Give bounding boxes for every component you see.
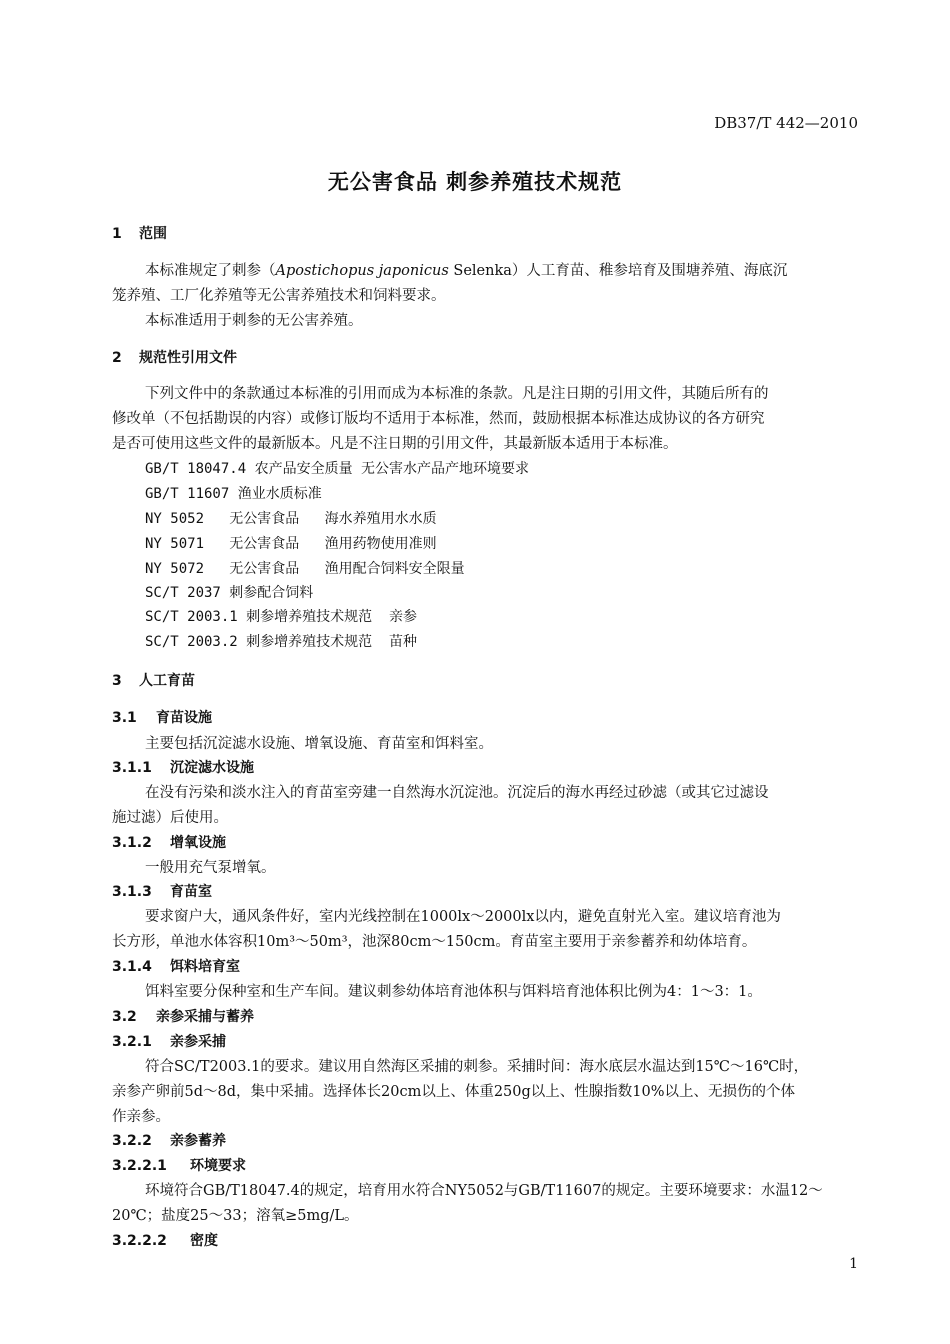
paragraph: 在没有污染和淡水注入的育苗室旁建一自然海水沉淀池。沉淀后的海水再经过砂滤（或其它过滤设 xyxy=(145,785,769,801)
section-3-heading xyxy=(112,670,195,690)
reference-item: SC/T 2003.1 刺参增养殖技术规范 亲参 xyxy=(145,609,418,625)
subsection-heading xyxy=(112,1230,218,1250)
section-title: 人工育苗 xyxy=(139,673,195,689)
section-number: 3.1.1 xyxy=(112,760,152,776)
reference-item: NY 5052 无公害食品 海水养殖用水水质 xyxy=(145,511,437,527)
paragraph: 要求窗户大，通风条件好，室内光线控制在1000lx～2000lx以内，避免直射光入室。建议培育池为 xyxy=(145,909,781,925)
section-number: 3.1 xyxy=(112,710,137,726)
reference-item: GB/T 18047.4 农产品安全质量 无公害水产品产地环境要求 xyxy=(145,461,530,477)
reference-item: GB/T 11607 渔业水质标准 xyxy=(145,486,322,502)
subsection-heading xyxy=(112,707,212,727)
section-2-heading xyxy=(112,347,237,367)
species-name: Apostichopus japonicus xyxy=(275,263,449,279)
reference-item: SC/T 2037 刺参配合饲料 xyxy=(145,585,314,601)
section-number: 3.2.1 xyxy=(112,1034,152,1050)
section-number: 3.1.3 xyxy=(112,884,152,900)
paragraph: 一般用充气泵增氧。 xyxy=(145,860,276,876)
standard-number: DB37/T 442—2010 xyxy=(714,114,858,132)
reference-item: NY 5071 无公害食品 渔用药物使用准则 xyxy=(145,536,437,552)
paragraph: 环境符合GB/T18047.4的规定，培育用水符合NY5052与GB/T11607的规定。主要环境要求：水温12～ xyxy=(145,1183,823,1199)
subsection-heading xyxy=(112,1155,246,1175)
paragraph: 下列文件中的条款通过本标准的引用而成为本标准的条款。凡是注日期的引用文件，其随后所有的 xyxy=(145,386,769,402)
section-number: 3.2.2.1 xyxy=(112,1158,167,1174)
paragraph: 本标准适用于刺参的无公害养殖。 xyxy=(145,313,363,329)
section-title: 规范性引用文件 xyxy=(139,350,237,366)
subsection-heading xyxy=(112,956,240,976)
paragraph-cont: 20℃；盐度25～33；溶氧≥5mg/L。 xyxy=(112,1208,359,1224)
section-number: 3 xyxy=(112,673,122,689)
document-title: 无公害食品 刺参养殖技术规范 xyxy=(327,170,623,194)
paragraph: 主要包括沉淀滤水设施、增氧设施、育苗室和饵料室。 xyxy=(145,736,493,752)
section-title: 增氧设施 xyxy=(170,835,226,851)
subsection-heading xyxy=(112,1031,226,1051)
paragraph-cont: 长方形，单池水体容积10m³～50m³，池深80cm～150cm。育苗室主要用于亲参蓄养和幼体培育。 xyxy=(112,934,757,950)
paragraph-cont: 施过滤）后使用。 xyxy=(112,810,228,826)
paragraph xyxy=(145,259,787,280)
section-title: 饵料培育室 xyxy=(170,959,240,975)
paragraph-cont: 笼养殖、工厂化养殖等无公害养殖技术和饲料要求。 xyxy=(112,288,446,304)
section-number: 3.2.2 xyxy=(112,1133,152,1149)
subsection-heading xyxy=(112,832,226,852)
paragraph-cont: 是否可使用这些文件的最新版本。凡是不注日期的引用文件，其最新版本适用于本标准。 xyxy=(112,436,678,452)
paragraph: 饵料室要分保种室和生产车间。建议刺参幼体培育池体积与饵料培育池体积比例为4：1～3：1。 xyxy=(145,984,762,1000)
text-run: 本标准规定了刺参（ xyxy=(145,263,276,279)
subsection-heading xyxy=(112,757,254,777)
section-number: 3.2 xyxy=(112,1009,137,1025)
section-title: 育苗室 xyxy=(170,884,212,900)
subsection-heading xyxy=(112,1006,254,1026)
reference-item: SC/T 2003.2 刺参增养殖技术规范 苗种 xyxy=(145,634,418,650)
subsection-heading xyxy=(112,1130,226,1150)
page-number: 1 xyxy=(849,1256,858,1272)
section-title: 育苗设施 xyxy=(156,710,212,726)
section-title: 亲参采捕 xyxy=(170,1034,226,1050)
paragraph-cont: 作亲参。 xyxy=(112,1109,170,1125)
section-title: 密度 xyxy=(190,1233,218,1249)
reference-item: NY 5072 无公害食品 渔用配合饲料安全限量 xyxy=(145,561,465,577)
section-number: 2 xyxy=(112,350,122,366)
section-title: 亲参采捕与蓄养 xyxy=(156,1009,254,1025)
paragraph-cont: 修改单（不包括勘误的内容）或修订版均不适用于本标准，然而，鼓励根据本标准达成协议的各方研究 xyxy=(112,411,765,427)
section-title: 范围 xyxy=(139,226,167,242)
section-title: 沉淀滤水设施 xyxy=(170,760,254,776)
section-title: 环境要求 xyxy=(190,1158,246,1174)
subsection-heading xyxy=(112,881,212,901)
section-number: 3.1.2 xyxy=(112,835,152,851)
section-number: 3.1.4 xyxy=(112,959,152,975)
paragraph-cont: 亲参产卵前5d～8d，集中采捕。选择体长20cm以上、体重250g以上、性腺指数10%以上、无损伤的个体 xyxy=(112,1084,796,1100)
section-1-heading xyxy=(112,223,167,243)
text-run: Selenka）人工育苗、稚参培育及围塘养殖、海底沉 xyxy=(448,263,788,279)
paragraph: 符合SC/T2003.1的要求。建议用自然海区采捕的刺参。采捕时间：海水底层水温达到15℃～16℃时， xyxy=(145,1059,809,1075)
section-number: 3.2.2.2 xyxy=(112,1233,167,1249)
section-number: 1 xyxy=(112,226,122,242)
section-title: 亲参蓄养 xyxy=(170,1133,226,1149)
